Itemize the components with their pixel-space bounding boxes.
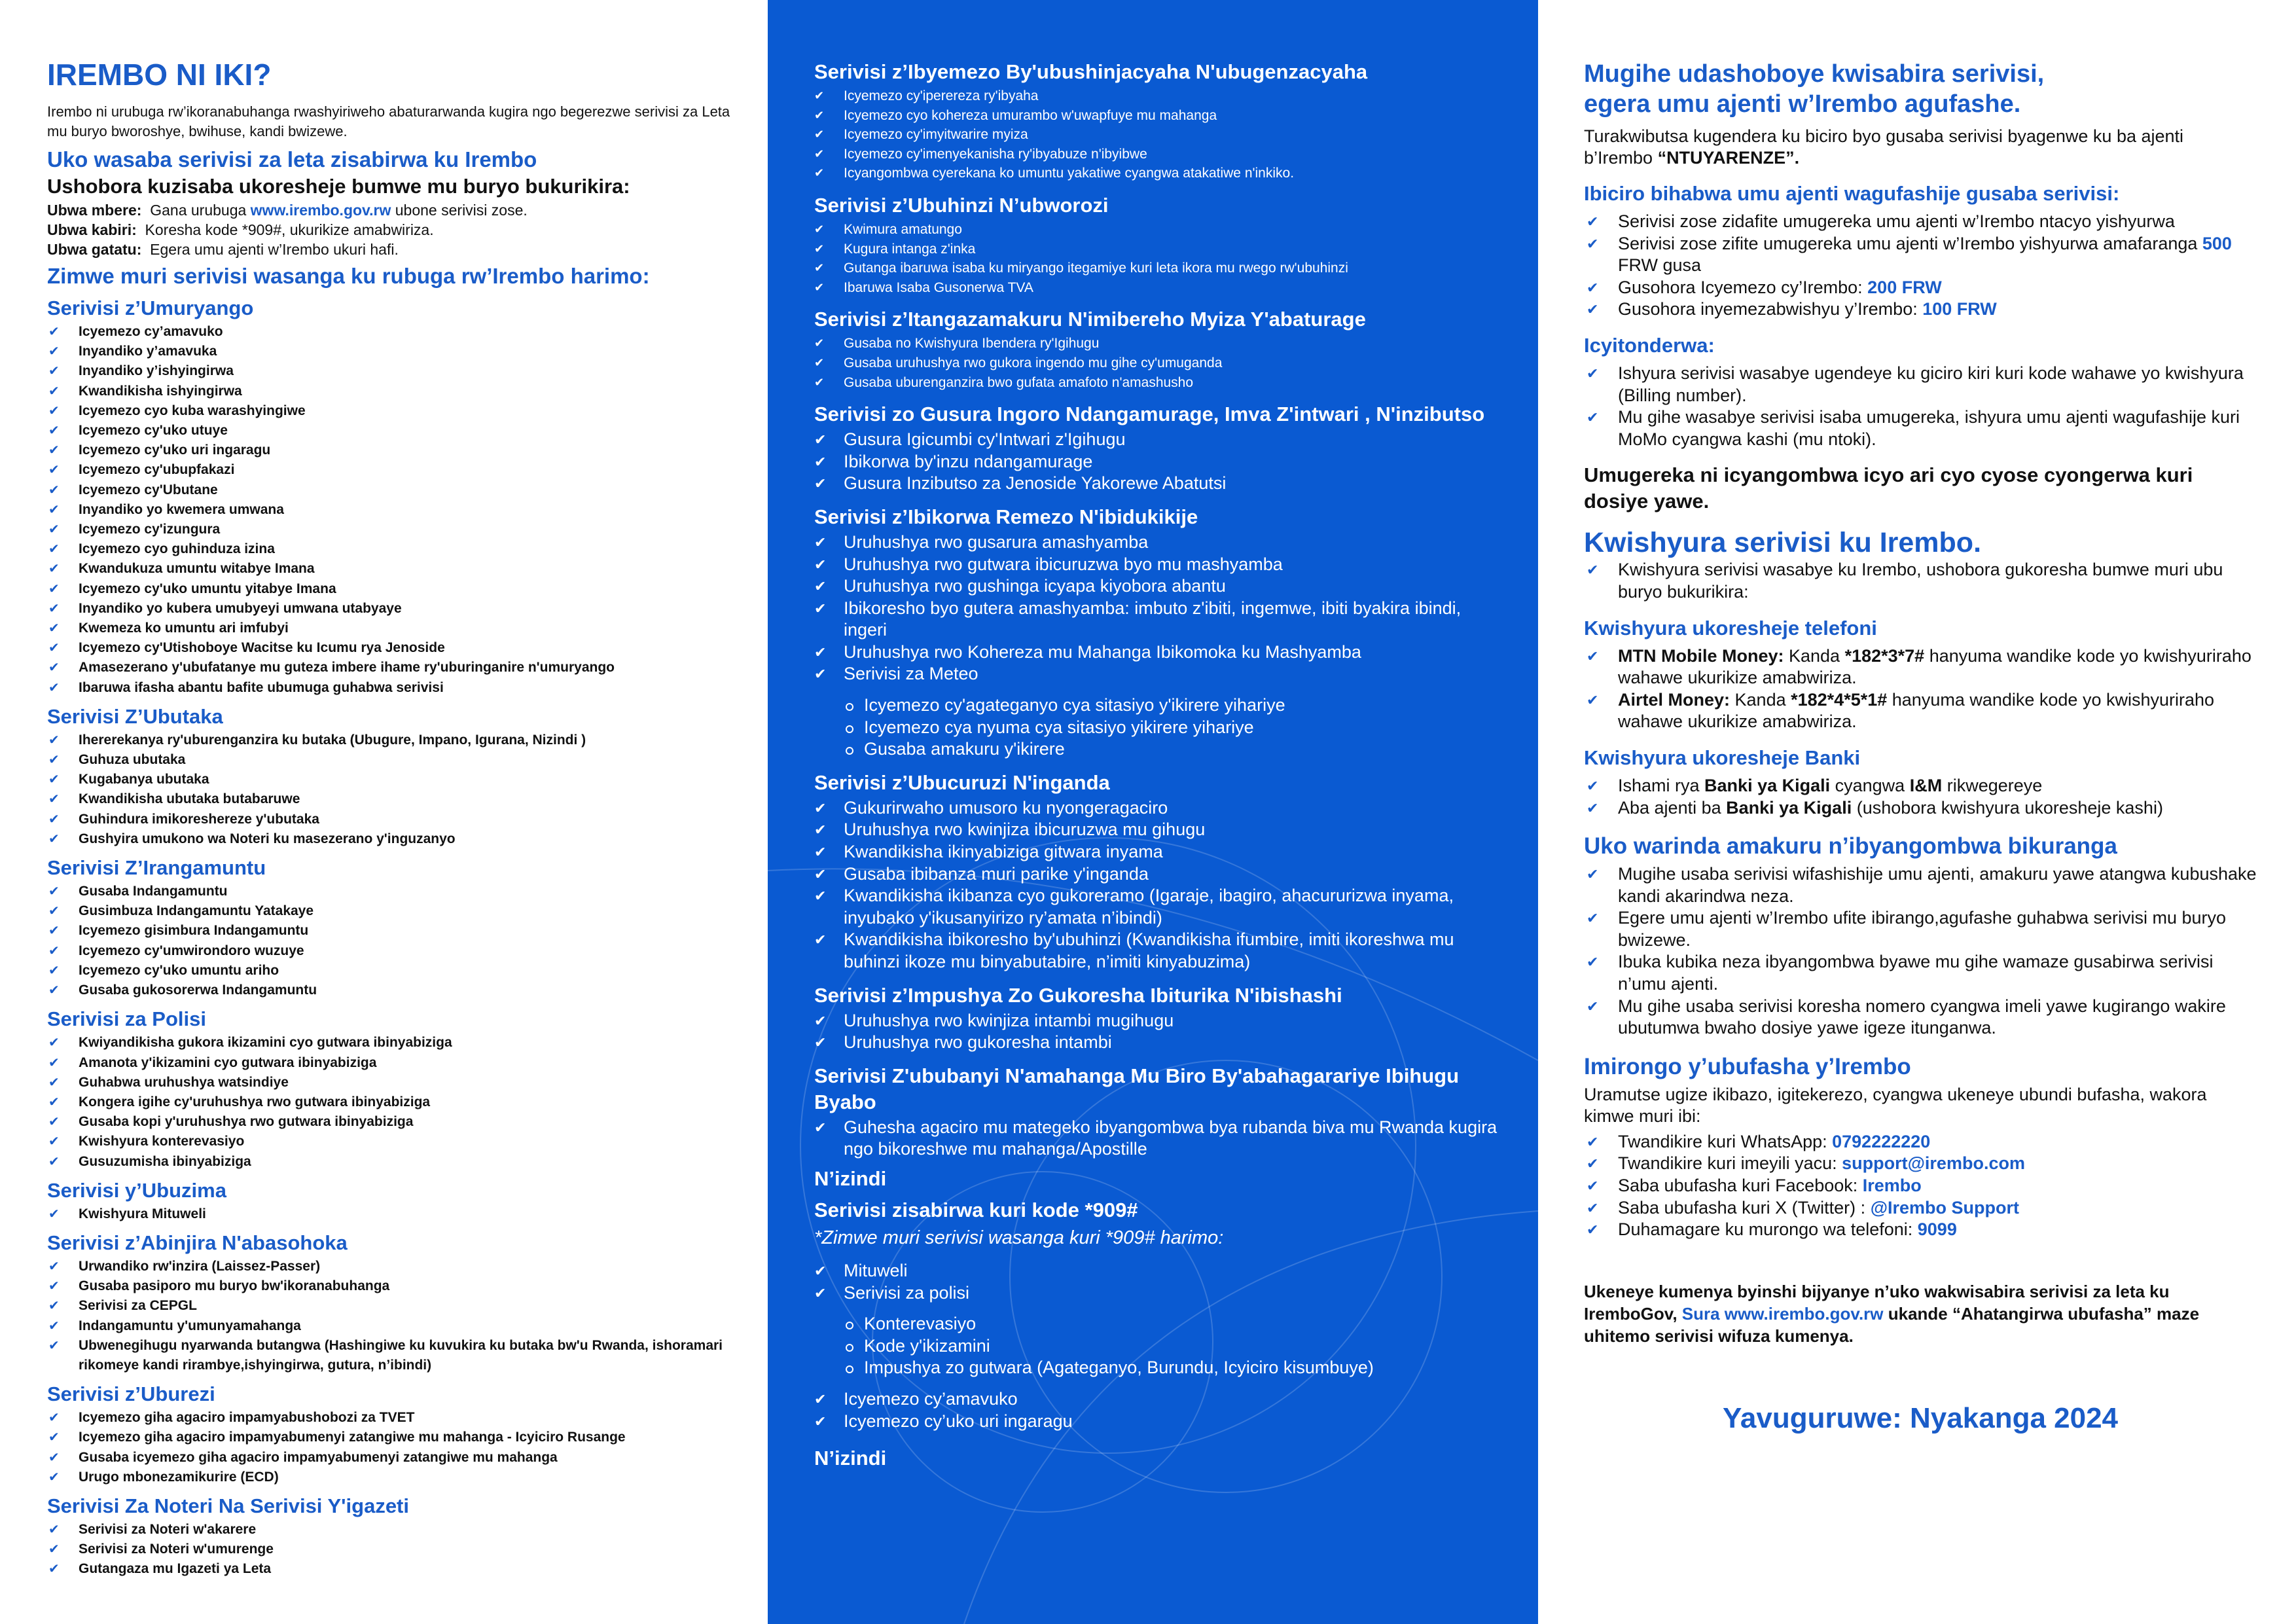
way-text: Koresha kode *909#, ukurikize amabwiriza.: [145, 221, 434, 238]
price-amount: 200 FRW: [1867, 277, 1942, 297]
service-item: ✔ Gutanga ibaruwa isaba ku miryango itegamiye kuri leta ikora mu rwego rw'ubuhinzi: [814, 259, 1499, 278]
attachment-note: Umugereka ni icyangombwa icyo ari cyo cyose cyongerwa kuri dosiye yawe.: [1584, 463, 2193, 513]
provider-name: Airtel Money:: [1618, 689, 1731, 710]
service-item: ✔ Amasezerano y'ubufatanye mu guteza imbere ihame ry'uburinganire n'umuryango: [47, 658, 740, 677]
way-text: Egera umu ajenti w’Irembo ukuri hafi.: [150, 241, 399, 258]
service-item: ✔ Icyemezo cy'imenyekanisha ry'ibyabuze n'ibyibwe: [814, 145, 1499, 164]
contact-value[interactable]: @Irembo Support: [1870, 1197, 2020, 1218]
price-item: ✔ Serivisi zose zidafite umugereka umu ajenti w’Irembo ntacyo yishyurwa: [1584, 211, 2257, 233]
service-item: ✔ Serivisi za CEPGL: [47, 1296, 740, 1316]
footer-note: [1584, 1280, 2257, 1347]
service-item: ✔ Guhesha agaciro mu mategeko ibyangombwa bya rubanda biva mu Rwanda kugira ngo bikoreshwe mu mahanga/Apostille: [814, 1117, 1499, 1161]
service-item: ✔ Kwiyandikisha gukora ikizamini cyo gutwara ibinyabiziga: [47, 1033, 740, 1053]
code-list: [814, 1260, 1499, 1304]
service-item: ✔ Icyemezo cyo guhinduza izina: [47, 539, 740, 559]
service-item: ✔ Icyemezo cy'Ubutane: [47, 480, 740, 500]
service-item: ✔ Icyemezo gisimbura Indangamuntu: [47, 921, 740, 941]
service-list: [814, 429, 1499, 495]
service-item: ✔ Guhabwa uruhushya watsindiye: [47, 1073, 740, 1092]
service-item: ✔ Serivisi za Noteri w'akarere: [47, 1520, 740, 1540]
contact-item: [1584, 1153, 2257, 1175]
footer-text: Ukeneye kumenya byinshi bijyanye n’uko wakwisabira serivisi za leta ku IremboGov,: [1584, 1281, 2170, 1324]
contact-item: [1584, 1175, 2257, 1197]
way-first: [47, 200, 740, 220]
bank-text: rikwegereye: [1942, 775, 2043, 795]
way-text: Gana urubuga: [150, 202, 251, 219]
contact-item: [1584, 1219, 2257, 1241]
service-item: ✔ Icyemezo cy'uko uri ingaragu: [47, 441, 740, 460]
service-item: ✔ Gushyira umukono wa Noteri ku masezerano y'inguzanyo: [47, 829, 740, 849]
price-text: Gusohora Icyemezo cy’Irembo:: [1618, 277, 1868, 297]
way-label: Ubwa mbere:: [47, 202, 142, 219]
service-item: ✔ Icyangombwa cyerekana ko umuntu yakatiwe cyangwa atakatiwe n'inkiko.: [814, 164, 1499, 183]
service-item: ✔ Indangamuntu y'umunyamahanga: [47, 1316, 740, 1336]
provider-text: hanyuma wandike kode yo kwishyuriraho wahawe ukurikize amabwiriza.: [1618, 689, 2215, 732]
service-item: ✔ Ihererekanya ry'uburenganzira ku butaka (Ubugure, Impano, Igurana, Nizindi ): [47, 731, 740, 750]
service-item: ✔ Icyemezo cy'imyitwarire myiza: [814, 125, 1499, 145]
service-item: ✔ Kwandikisha ikibanza cyo gukoreramo (Igaraje, ibagiro, ahacururizwa inyama, inyubako y'ikusanyirizo ry’amata n’ibindi): [814, 885, 1499, 929]
service-list: [47, 882, 740, 1000]
service-subitem: Gusaba amakuru y'ikirere: [846, 738, 1499, 761]
service-item: ✔ Kwishyura Mituweli: [47, 1204, 740, 1224]
service-item: ✔ Gukurirwaho umusoro ku nyongeragaciro: [814, 797, 1499, 820]
service-item: ✔ Kugura intanga z'inka: [814, 240, 1499, 259]
code-subitem: Kode y'ikizamini: [846, 1335, 1499, 1358]
ways-subheading: Ushobora kuzisaba ukoresheje bumwe mu buryo bukurikira:: [47, 175, 630, 198]
price-item: [1584, 233, 2257, 277]
service-item: ✔ Gusura Igicumbi cy'Intwari z'Igihugu: [814, 429, 1499, 451]
service-item: ✔ Icyemezo cyo kuba warashyingiwe: [47, 401, 740, 421]
footer-link[interactable]: Sura www.irembo.gov.rw: [1681, 1303, 1884, 1324]
service-item: ✔ Kwandikisha ibikoresho by'ubuhinzi (Kwandikisha ifumbire, imiti ikoreshwa mu buhinzi ikoze mu binyabutabire, n’imiti kinyabuzima): [814, 929, 1499, 973]
bank-pay-list: [1584, 775, 2257, 819]
contact-item: [1584, 1197, 2257, 1219]
code-sublist: [814, 1313, 1499, 1379]
revision-date: Yavuguruwe: Nyakanga 2024: [1722, 1401, 2119, 1434]
service-list: [47, 731, 740, 849]
right-panel: [1543, 0, 2296, 1624]
notes-list: [1584, 363, 2257, 450]
bank-text: (ushobora kwishyura ukoresheje kashi): [1852, 797, 2163, 818]
service-item: ✔ Icyemezo cy'umwirondoro wuzuye: [47, 941, 740, 961]
service-item: ✔ Ibaruwa ifasha abantu bafite ubumuga guhabwa serivisi: [47, 678, 740, 698]
contact-label: Duhamagare ku murongo wa telefoni:: [1618, 1219, 1918, 1240]
service-item: ✔ Gusaba Indangamuntu: [47, 882, 740, 901]
service-item: ✔ Guhuza ubutaka: [47, 750, 740, 770]
service-sublist: [814, 695, 1499, 761]
left-panel: [0, 0, 766, 1624]
service-list: [814, 1117, 1499, 1161]
contact-item: [1584, 1131, 2257, 1153]
service-item: ✔ Inyandiko yo kubera umubyeyi umwana utabyaye: [47, 599, 740, 619]
service-item: ✔ Icyemezo cy'uko utuye: [47, 421, 740, 441]
service-item: ✔ Uruhushya rwo Kohereza mu Mahanga Ibikomoka ku Mashyamba: [814, 641, 1499, 664]
bank-text: cyangwa: [1830, 775, 1910, 795]
service-list: [814, 86, 1499, 183]
ways-heading: Uko wasaba serivisi za leta zisabirwa ku Irembo: [47, 147, 537, 171]
way-third: [47, 240, 740, 259]
contact-label: Twandikire kuri imeyili yacu:: [1618, 1153, 1842, 1174]
section-title: Serivisi Z'ububanyi N'amahanga Mu Biro By'abahagarariye Ibihugu Byabo: [814, 1064, 1460, 1113]
section-title: Serivisi zo Gusura Ingoro Ndangamurage, Imva Z'intwari , N'inzibutso: [814, 403, 1485, 426]
service-item: ✔ Ibaruwa Isaba Gusonerwa TVA: [814, 278, 1499, 298]
airtel-money-item: [1584, 689, 2257, 733]
phone-pay-heading: Kwishyura ukoresheje telefoni: [1584, 616, 1877, 640]
section-title: Serivisi z’Impushya Zo Gukoresha Ibiturika N'ibishashi: [814, 983, 1342, 1007]
service-item: ✔ Gusaba ibibanza muri parike y'inganda: [814, 863, 1499, 886]
protect-item: ✔ Ibuka kubika neza ibyangombwa byawe mu gihe wamaze gusabirwa serivisi n’umu ajenti.: [1584, 951, 2257, 995]
service-item: ✔ Kwandikisha ishyingirwa: [47, 382, 740, 401]
service-item: ✔ Kwandikisha ubutaka butabaruwe: [47, 789, 740, 809]
price-item: [1584, 298, 2257, 321]
service-item: ✔ Uruhushya rwo gutwara ibicuruzwa byo mu mashyamba: [814, 554, 1499, 576]
service-item: ✔ Gusaba uruhushya rwo gukora ingendo mu gihe cy'umuganda: [814, 353, 1499, 373]
protect-item: ✔ Egere umu ajenti w’Irembo ufite ibirango,agufashe guhabwa serivisi mu buryo bwizewe.: [1584, 907, 2257, 951]
contact-value[interactable]: 9099: [1917, 1219, 1957, 1240]
service-item: ✔ Icyemezo cy'izungura: [47, 520, 740, 539]
code-item: ✔ Icyemezo cy’amavuko: [814, 1388, 1499, 1411]
pay-intro: ✔ Kwishyura serivisi wasabye ku Irembo, ushobora gukoresha bumwe muri ubu buryo bukurikira:: [1584, 559, 2257, 603]
phone-pay-list: [1584, 645, 2257, 733]
service-list: [47, 1204, 740, 1224]
service-list: [814, 1010, 1499, 1054]
code-heading: Serivisi zisabirwa kuri kode *909#: [814, 1198, 1138, 1221]
contact-label: Saba ubufasha kuri X (Twitter) :: [1618, 1197, 1871, 1218]
provider-name: MTN Mobile Money:: [1618, 645, 1784, 666]
way-second: [47, 220, 740, 240]
provider-text: Kanda: [1730, 689, 1791, 710]
contact-label: Twandikire kuri WhatsApp:: [1618, 1131, 1833, 1151]
note-item: ✔ Ishyura serivisi wasabye ugendeye ku giciro kiri kuri kode wahawe yo kwishyura (Billing number).: [1584, 363, 2257, 406]
service-list: [47, 1520, 740, 1579]
service-sections: [47, 296, 740, 1579]
service-item: ✔ Serivisi za Meteo: [814, 663, 1499, 685]
code-subitem: Konterevasiyo: [846, 1313, 1499, 1335]
service-list: [814, 220, 1499, 297]
provider-text: hanyuma wandike kode yo kwishyuriraho wahawe ukurikize amabwiriza.: [1618, 645, 2251, 688]
service-item: ✔ Amanota y'ikizamini cyo gutwara ibinyabiziga: [47, 1053, 740, 1073]
code-item: ✔ Icyemezo cy’uko uri ingaragu: [814, 1411, 1499, 1433]
service-item: ✔ Inyandiko yo kwemera umwana: [47, 500, 740, 520]
intro-text: Irembo ni urubuga rw’ikoranabuhanga rwashyiriweho abaturarwanda kugira ngo begerezwe serivisi za Leta mu buryo bworoshye, bwihuse, kandi bwizewe.: [47, 103, 730, 139]
way-label: Ubwa kabiri:: [47, 221, 137, 238]
service-item: ✔ Uruhushya rwo gusarura amashyamba: [814, 532, 1499, 554]
code-list-2: [814, 1388, 1499, 1432]
protect-item: ✔ Mugihe usaba serivisi wifashishije umu ajenti, amakuru yawe atangwa kubushake kandi akarindwa neza.: [1584, 863, 2257, 907]
bank-text: Aba ajenti ba: [1618, 797, 1727, 818]
service-item: ✔ Urugo mbonezamikurire (ECD): [47, 1468, 740, 1487]
service-item: ✔ Gusaba no Kwishyura Ibendera ry'Igihugu: [814, 334, 1499, 353]
service-item: ✔ Serivisi za Noteri w'umurenge: [47, 1540, 740, 1559]
section-title: Serivisi z’Ubuhinzi N’ubworozi: [814, 193, 1109, 217]
price-amount: 100 FRW: [1922, 299, 1997, 319]
way-text: ubone serivisi zose.: [391, 202, 528, 219]
price-text: FRW gusa: [1618, 255, 1702, 276]
service-item: ✔ Gusimbuza Indangamuntu Yatakaye: [47, 901, 740, 921]
service-item: ✔ Gusaba uburenganzira bwo gufata amafoto n'amashusho: [814, 373, 1499, 393]
bank-pay-heading: Kwishyura ukoresheje Banki: [1584, 746, 1861, 769]
service-list: [814, 532, 1499, 685]
service-item: ✔ Icyemezo cy'uko umuntu yitabye Imana: [47, 579, 740, 599]
service-list: [47, 1257, 740, 1375]
service-item: ✔ Gusaba pasiporo mu buryo bw'ikoranabuhanga: [47, 1276, 740, 1296]
prices-heading: Ibiciro bihabwa umu ajenti wagufashije gusaba serivisi:: [1584, 182, 2120, 205]
services-heading: Zimwe muri serivisi wasanga ku rubuga rw’Irembo harimo:: [47, 264, 650, 288]
bank-name: I&M: [1909, 775, 1943, 795]
price-text: Gusohora inyemezabwishyu y’Irembo:: [1618, 299, 1923, 319]
service-item: ✔ Kwemeza ko umuntu ari imfubyi: [47, 619, 740, 638]
protect-list: [1584, 863, 2257, 1039]
service-sections-2: [814, 59, 1499, 1161]
agent-intro-text: Turakwibutsa kugendera ku biciro byo gusaba serivisi byagenwe ku ba ajenti b’Irembo: [1584, 126, 2184, 168]
section-title: Serivisi z’Umuryango: [47, 297, 254, 319]
service-item: ✔ Ubwenegihugu nyarwanda butangwa (Hashingiwe ku kuvukira ku butaka bw'u Rwanda, ishoramari rikomeye kandi rirambye,ishyingirwa, gutura, n’ibindi): [47, 1336, 740, 1375]
ussd-code: *182*4*5*1#: [1791, 689, 1888, 710]
code-item: ✔ Mituweli: [814, 1260, 1499, 1282]
service-item: ✔ Kongera igihe cy'uruhushya rwo gutwara ibinyabiziga: [47, 1092, 740, 1112]
service-item: ✔ Uruhushya rwo gushinga icyapa kiyobora abantu: [814, 575, 1499, 598]
service-item: ✔ Uruhushya rwo kwinjiza ibicuruzwa mu gihugu: [814, 819, 1499, 841]
service-item: ✔ Inyandiko y’ishyingirwa: [47, 361, 740, 381]
section-title: Serivisi Z’Irangamuntu: [47, 856, 266, 880]
bank-name: Banki ya Kigali: [1704, 775, 1831, 795]
service-subitem: Icyemezo cy'agateganyo cya sitasiyo y'ikirere yihariye: [846, 695, 1499, 717]
way-label: Ubwa gatatu:: [47, 241, 142, 258]
bank-name: Banki ya Kigali: [1726, 797, 1852, 818]
service-item: ✔ Kwandukuza umuntu witabye Imana: [47, 559, 740, 579]
service-item: ✔ Urwandiko rw'inzira (Laissez-Passer): [47, 1257, 740, 1276]
code-item: ✔ Serivisi za polisi: [814, 1282, 1499, 1305]
agent-intro-emphasis: “NTUYARENZE”.: [1657, 148, 1800, 168]
service-item: ✔ Icyemezo cyo kohereza umurambo w'uwapfuye mu mahanga: [814, 106, 1499, 126]
section-title: Serivisi z’Abinjira N'abasohoka: [47, 1231, 348, 1254]
section-title: Serivisi z’Uburezi: [47, 1382, 215, 1406]
section-title: Serivisi z’Ubucuruzi N'inganda: [814, 770, 1110, 794]
agent-intro: [1584, 126, 2257, 169]
section-title: Serivisi z’Ibikorwa Remezo N'ibidukikije: [814, 505, 1198, 528]
service-list: [814, 797, 1499, 973]
code-subitem: Impushya zo gutwara (Agateganyo, Burundu, Icyiciro kisumbuye): [846, 1357, 1499, 1379]
service-item: ✔ Uruhushya rwo gukoresha intambi: [814, 1032, 1499, 1054]
service-list: [814, 334, 1499, 392]
pay-intro-list: [1584, 559, 2257, 603]
notes-heading: Icyitonderwa:: [1584, 333, 1715, 357]
contact-label: Saba ubufasha kuri Facebook:: [1618, 1176, 1863, 1196]
footer-text: ukande “Ahatangirwa ubufasha” maze uhitemo serivisi wifuza kumenya.: [1584, 1303, 2200, 1346]
bank-text: Ishami rya: [1618, 775, 1705, 795]
section-title: Serivisi z’Ibyemezo By'ubushinjacyaha N'ubugenzacyaha: [814, 60, 1368, 83]
service-item: ✔ Ibikorwa by'inzu ndangamurage: [814, 451, 1499, 473]
service-item: ✔ Gutangaza mu Igazeti ya Leta: [47, 1559, 740, 1579]
service-item: ✔ Uruhushya rwo kwinjiza intambi mugihugu: [814, 1010, 1499, 1032]
service-list: [47, 1408, 740, 1487]
ussd-code: *182*3*7#: [1844, 645, 1925, 666]
service-item: ✔ Icyemezo cy'iperereza ry'ibyaha: [814, 86, 1499, 106]
pay-heading: Kwishyura serivisi ku Irembo.: [1584, 527, 1982, 559]
section-title: Serivisi za Polisi: [47, 1007, 206, 1031]
service-item: ✔ Gusaba icyemezo giha agaciro impamyabumenyi zatangiwe mu mahanga: [47, 1448, 740, 1468]
service-item: ✔ Icyemezo cy’amavuko: [47, 322, 740, 342]
protect-item: ✔ Mu gihe usaba serivisi koresha nomero cyangwa imeli yawe kugirango wakire ubutumwa bwaho dosiye yawe igeze itunganwa.: [1584, 996, 2257, 1039]
service-item: ✔ Kwishyura konterevasiyo: [47, 1132, 740, 1151]
irembo-website-link[interactable]: www.irembo.gov.rw: [250, 202, 391, 219]
others-note: N’izindi: [814, 1166, 887, 1190]
code-subheading: *Zimwe muri serivisi wasanga kuri *909# harimo:: [814, 1227, 1224, 1248]
section-title: Serivisi y’Ubuzima: [47, 1178, 226, 1202]
service-item: ✔ Gusura Inzibutso za Jenoside Yakorewe Abatutsi: [814, 473, 1499, 495]
protect-heading: Uko warinda amakuru n’ibyangombwa bikuranga: [1584, 833, 2117, 859]
contact-value[interactable]: support@irembo.com: [1842, 1153, 2025, 1174]
service-item: ✔ Ibikoresho byo gutera amashyamba: imbuto z'ibiti, ingemwe, ibiti byakira ibindi, ingeri: [814, 598, 1499, 641]
provider-text: Kanda: [1784, 645, 1845, 666]
section-title: Serivisi z’Itangazamakuru N'imibereho Myiza Y'abaturage: [814, 308, 1366, 331]
mtn-momo-item: [1584, 645, 2257, 689]
middle-panel: [768, 0, 1538, 1624]
section-title: Serivisi Za Noteri Na Serivisi Y'igazeti: [47, 1494, 409, 1517]
service-item: ✔ Icyemezo cy'uko umuntu ariho: [47, 961, 740, 981]
service-item: ✔ Gusaba gukosorerwa Indangamuntu: [47, 981, 740, 1000]
service-item: ✔ Icyemezo giha agaciro impamyabumenyi zatangiwe mu mahanga - Icyiciro Rusange: [47, 1428, 740, 1447]
service-item: ✔ Gusaba kopi y'uruhushya rwo gutwara ibinyabiziga: [47, 1112, 740, 1132]
section-title: Serivisi Z’Ubutaka: [47, 704, 223, 728]
service-item: ✔ Kugabanya ubutaka: [47, 770, 740, 789]
bank-item: [1584, 797, 2257, 820]
price-text: Serivisi zose zifite umugereka umu ajenti w’Irembo yishyurwa amafaranga: [1618, 233, 2202, 253]
contact-intro: Uramutse ugize ikibazo, igitekerezo, cyangwa ukeneye ubundi bufasha, wakora kimwe muri ibi:: [1584, 1084, 2207, 1126]
service-item: ✔ Icyemezo giha agaciro impamyabushobozi za TVET: [47, 1408, 740, 1428]
service-item: ✔ Gusuzumisha ibinyabiziga: [47, 1152, 740, 1172]
contact-value[interactable]: 0792222220: [1832, 1131, 1931, 1151]
service-list: [47, 1033, 740, 1171]
note-item: ✔ Mu gihe wasabye serivisi isaba umugereka, ishyura umu ajenti wagufashije kuri MoMo cyangwa kashi (mu ntoki).: [1584, 406, 2257, 450]
service-item: ✔ Kwandikisha ikinyabiziga gitwara inyama: [814, 841, 1499, 863]
price-amount: 500: [2202, 233, 2232, 253]
prices-list: [1584, 211, 2257, 321]
contact-value[interactable]: Irembo: [1862, 1176, 1922, 1196]
price-item: [1584, 277, 2257, 299]
agent-heading-2: egera umu ajenti w’Irembo agufashe.: [1584, 90, 2021, 118]
bank-item: [1584, 775, 2257, 797]
agent-heading: Mugihe udashoboye kwisabira serivisi,: [1584, 60, 2045, 88]
service-item: ✔ Kwimura amatungo: [814, 220, 1499, 240]
service-item: ✔ Icyemezo cy'ubupfakazi: [47, 460, 740, 480]
page-title: IREMBO NI IKI?: [47, 58, 272, 92]
service-item: ✔ Guhindura imikoreshereze y'ubutaka: [47, 810, 740, 829]
service-item: ✔ Inyandiko y’amavuka: [47, 342, 740, 361]
contact-heading: Imirongo y’ubufasha y’Irembo: [1584, 1053, 1911, 1079]
others-note-2: N’izindi: [814, 1447, 887, 1470]
service-item: ✔ Icyemezo cy'Utishoboye Wacitse ku Icumu rya Jenoside: [47, 638, 740, 658]
service-list: [47, 322, 740, 698]
contact-list: [1584, 1131, 2257, 1241]
service-subitem: Icyemezo cya nyuma cya sitasiyo yikirere yihariye: [846, 717, 1499, 739]
